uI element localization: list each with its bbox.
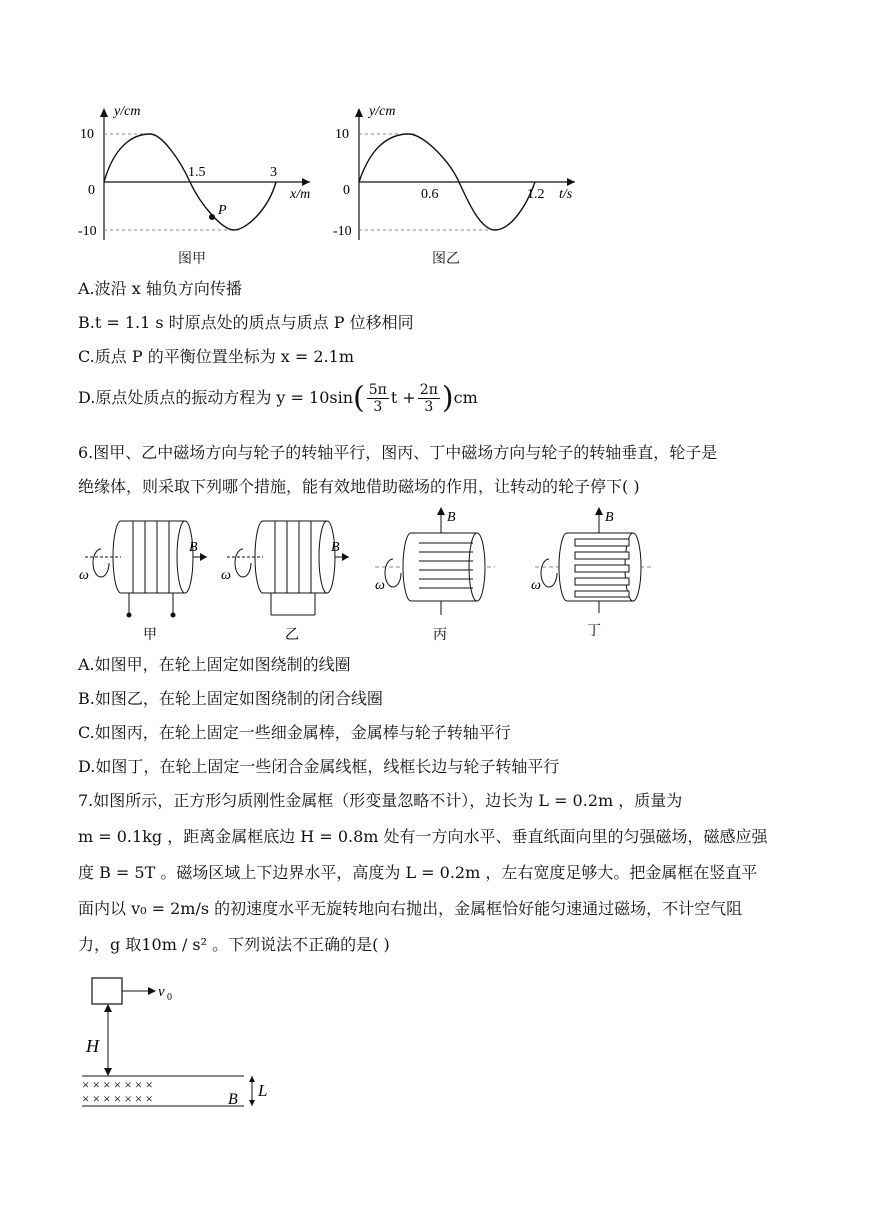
wheel-yi	[221, 521, 349, 615]
q6-option-b: B.如图乙，在轮上固定如图绕制的闭合线圈	[78, 689, 383, 708]
wheels-figure	[75, 505, 665, 650]
svg-text:0.6: 0.6	[421, 187, 439, 202]
point-p	[209, 214, 215, 220]
q5-option-b: B.t = 1.1 s 时原点处的质点与质点 P 位移相同	[78, 313, 414, 332]
q5-option-a: A.波沿 x 轴负方向传播	[78, 279, 242, 298]
q6-stem-line1: 6.图甲、乙中磁场方向与轮子的转轴平行，图丙、丁中磁场方向与轮子的转轴垂直，轮子是	[78, 443, 718, 462]
svg-text:P: P	[218, 203, 227, 218]
svg-text:1.5: 1.5	[188, 165, 206, 180]
field-crosses-top: × × × × × × ×	[82, 1077, 153, 1092]
svg-text:B: B	[331, 540, 340, 555]
svg-text:ω: ω	[221, 568, 231, 583]
svg-text:1.2: 1.2	[527, 187, 545, 202]
svg-text:B: B	[605, 510, 614, 525]
q7-line4: 面内以 v₀ = 2m/s 的初速度水平无旋转地向右抛出，金属框恰好能匀速通过磁场，不计空气阻	[78, 899, 743, 918]
svg-text:B: B	[189, 540, 198, 555]
svg-text:x/m: x/m	[290, 187, 311, 202]
svg-text:L: L	[258, 1081, 268, 1100]
caption-bing-wheel: 丙	[433, 628, 447, 643]
svg-text:ω: ω	[79, 568, 89, 583]
caption-yi: 图乙	[432, 251, 460, 267]
caption-jia: 图甲	[178, 251, 206, 267]
q7-line5: 力，g 取10m / s² 。下列说法不正确的是( )	[78, 935, 390, 954]
svg-text:H: H	[86, 1036, 99, 1056]
q7-line2: m = 0.1kg ，距离金属框底边 H = 0.8m 处有一方向水平、垂直纸面向里的匀强磁场，磁感应强	[78, 827, 768, 846]
q7-line3: 度 B = 5T 。磁场区域上下边界水平，高度为 L = 0.2m ，左右宽度足够大。把金属框在竖直平	[78, 863, 758, 882]
svg-text:10: 10	[80, 127, 94, 142]
svg-text:0: 0	[88, 183, 95, 198]
svg-text:-10: -10	[78, 224, 97, 239]
svg-text:v: v	[158, 984, 165, 1000]
wheel-jia	[79, 521, 207, 618]
svg-text:B: B	[228, 1091, 238, 1108]
svg-text:0: 0	[343, 183, 350, 198]
wave-graph-jia	[70, 100, 330, 250]
svg-text:10: 10	[335, 127, 349, 142]
caption-yi-wheel: 乙	[285, 628, 299, 643]
q6-option-c: C.如图丙，在轮上固定一些细金属棒，金属棒与轮子转轴平行	[78, 723, 511, 742]
svg-text:t/s: t/s	[559, 187, 573, 202]
svg-text:ω: ω	[375, 578, 385, 593]
svg-text:ω: ω	[531, 578, 541, 593]
q5-option-d: D.原点处质点的振动方程为 y = 10sin( $\frac{5\pi}{3}$ t + $\frac{2\pi}{3}$ )cm	[78, 380, 478, 416]
vibration-graph-yi	[325, 100, 590, 250]
svg-text:y/cm: y/cm	[369, 104, 396, 119]
svg-text:0: 0	[167, 992, 172, 1003]
wheel-ding	[531, 507, 651, 613]
q6-option-d: D.如图丁，在轮上固定一些闭合金属线框，线框长边与轮子转轴平行	[78, 757, 560, 776]
svg-text:y/cm: y/cm	[114, 104, 141, 119]
q7-line1: 7.如图所示，正方形匀质刚性金属框（形变量忽略不计），边长为 L = 0.2m ，质量为	[78, 791, 683, 810]
q5-option-c: C.质点 P 的平衡位置坐标为 x = 2.1m	[78, 347, 355, 366]
svg-text:-10: -10	[333, 224, 352, 239]
metal-frame	[92, 978, 122, 1004]
frame-field-figure	[78, 972, 278, 1117]
svg-text:B: B	[447, 510, 456, 525]
q6-option-a: A.如图甲，在轮上固定如图绕制的线圈	[78, 655, 351, 674]
q6-stem-line2: 绝缘体，则采取下列哪个措施，能有效地借助磁场的作用，让转动的轮子停下( )	[78, 477, 640, 496]
field-crosses-bottom: × × × × × × ×	[82, 1091, 153, 1106]
svg-text:3: 3	[270, 165, 277, 180]
wheel-bing	[375, 507, 495, 615]
caption-jia-wheel: 甲	[143, 628, 157, 643]
caption-ding-wheel: 丁	[587, 624, 601, 639]
